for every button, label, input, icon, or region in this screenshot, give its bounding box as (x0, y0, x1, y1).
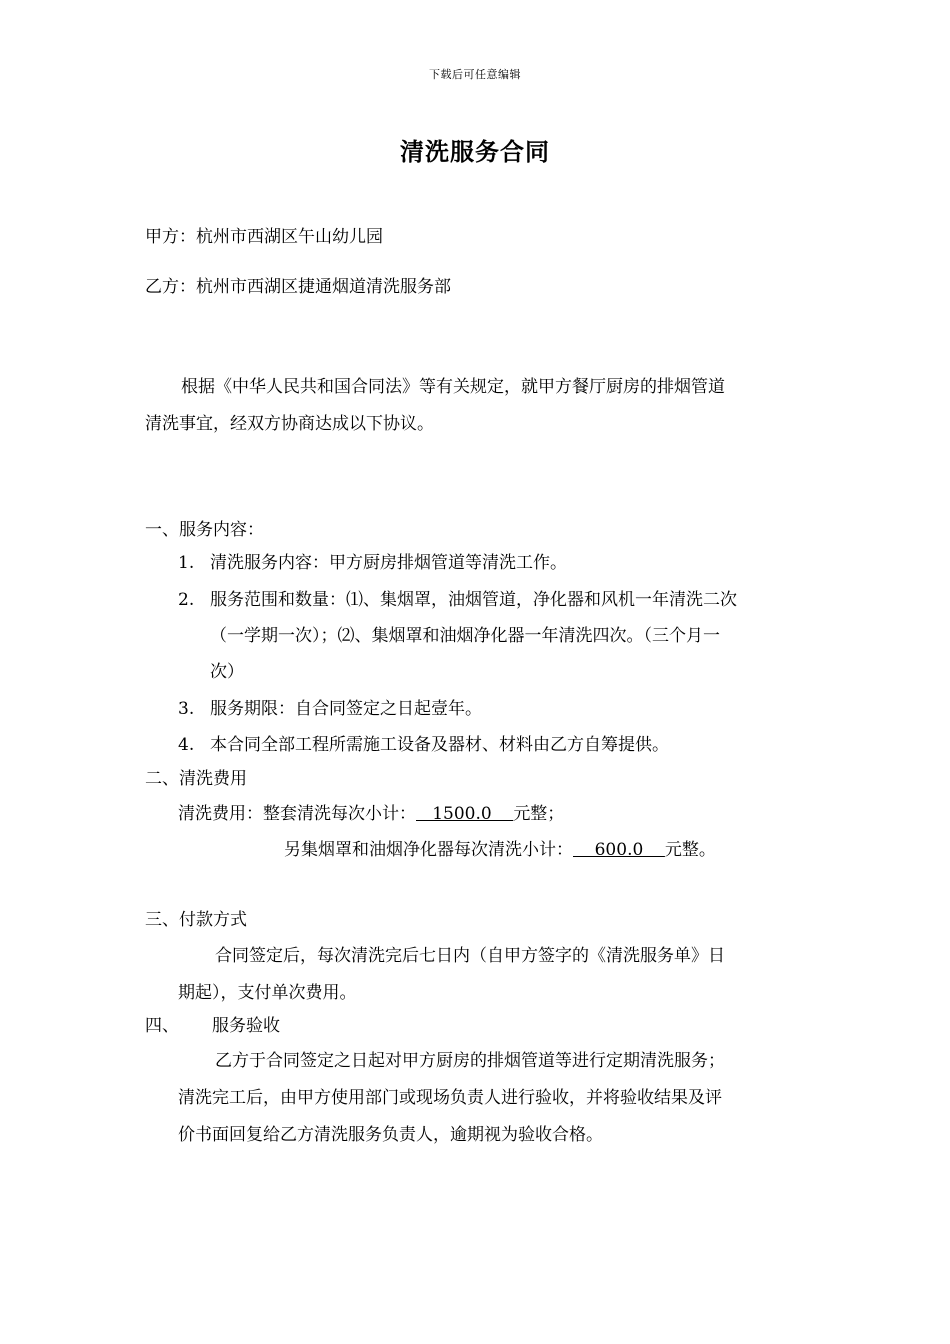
item-number: 2. (178, 590, 195, 610)
item-text: 服务范围和数量：⑴、集烟罩，油烟管道，净化器和风机一年清洗二次 (210, 590, 737, 610)
item-number: 1. (178, 553, 195, 573)
fee-unit: 元整； (513, 804, 565, 824)
list-item (178, 552, 567, 574)
fee-value: 600.0 (573, 840, 665, 860)
item-text: 清洗服务内容：甲方厨房排烟管道等清洗工作。 (210, 553, 567, 573)
fee-unit: 元整。 (664, 840, 716, 860)
list-item (178, 734, 669, 756)
fee-label: 清洗费用：整套清洗每次小计： (178, 804, 416, 824)
payment-line-1: 合同签定后，每次清洗完后七日内（自甲方签字的《清洗服务单》日 (215, 946, 725, 966)
payment-line-2: 期起），支付单次费用。 (178, 983, 357, 1003)
acceptance-line-3: 价书面回复给乙方清洗服务负责人，逾期视为验收合格。 (178, 1125, 603, 1145)
document-title: 清洗服务合同 (400, 137, 550, 166)
item-continuation: （一学期一次）；⑵、集烟罩和油烟净化器一年清洗四次。（三个月一 (210, 626, 720, 646)
fee-line-2 (284, 839, 716, 861)
acceptance-line-1: 乙方于合同签定之日起对甲方厨房的排烟管道等进行定期清洗服务； (215, 1051, 725, 1071)
section-1-heading: 一、服务内容： (145, 520, 264, 540)
intro-line-1: 根据《中华人民共和国合同法》等有关规定，就甲方餐厅厨房的排烟管道 (181, 377, 725, 397)
section-2-heading: 二、清洗费用 (145, 769, 247, 789)
item-text: 服务期限：自合同签定之日起壹年。 (210, 699, 482, 719)
acceptance-line-2: 清洗完工后，由甲方使用部门或现场负责人进行验收，并将验收结果及评 (178, 1088, 722, 1108)
section-title: 服务验收 (212, 1016, 280, 1036)
header-note: 下载后可任意编辑 (429, 68, 521, 81)
item-number: 3. (178, 699, 195, 719)
intro-line-2: 清洗事宜，经双方协商达成以下协议。 (145, 414, 434, 434)
party-b: 乙方：杭州市西湖区捷通烟道清洗服务部 (145, 277, 451, 297)
list-item (178, 589, 737, 611)
fee-label: 另集烟罩和油烟净化器每次清洗小计： (284, 840, 573, 860)
item-continuation: 次） (210, 662, 244, 682)
fee-value: 1500.0 (416, 804, 514, 824)
item-number: 4. (178, 735, 195, 755)
item-text: 本合同全部工程所需施工设备及器材、材料由乙方自筹提供。 (210, 735, 669, 755)
party-a: 甲方：杭州市西湖区午山幼儿园 (145, 227, 383, 247)
list-item (178, 698, 482, 720)
section-number: 四、 (145, 1016, 179, 1036)
fee-line-1 (178, 803, 564, 825)
section-4-heading (145, 1015, 280, 1037)
section-3-heading: 三、付款方式 (145, 910, 247, 930)
